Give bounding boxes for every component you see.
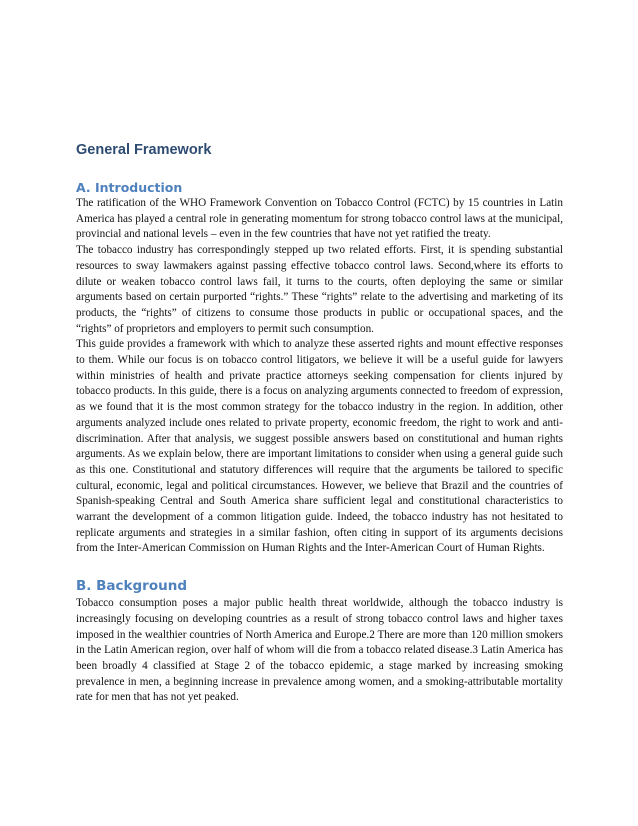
introduction-paragraph-2: The tobacco industry has correspondingly stepped up two related efforts. First, it is spending substantial resources to sway lawmakers against passing effective tobacco control laws. Second,where its efforts to dilute or weaken tobacco control laws fail, it turns to the courts, often deploying the same or similar arguments based on certain purported “rights.” These “rights” relate to the advertising and marketing of its products, the “rights” of citizens to consume those products in public or occupational spaces, and the “rights” of proprietors and employers to permit such consumption. [76, 244, 563, 335]
introduction-paragraph-3: This guide provides a framework with which to analyze these asserted rights and mount effective responses to them. While our focus is on tobacco control litigators, we believe it will be a useful guide for lawyers within ministries of health and private practice attorneys seeking compensation for clients injured by tobacco products. In this guide, there is a focus on analyzing arguments connected to freedom of expression, as we found that it is the most common strategy for the tobacco industry in the region. In addition, other arguments analyzed include ones related to private property, economic freedom, the right to work and anti-discrimination. After that analysis, we suggest possible answers based on constitutional and human rights arguments. As we explain below, there are important limitations to consider when using a general guide such as this one. Constitutional and statutory differences will require that the arguments be tailored to specific cultural, economic, legal and political circumstances. However, we believe that Brazil and the countries of Spanish-speaking Central and South America share sufficient legal and constitutional characteristics to warrant the development of a common litigation guide. Indeed, the tobacco industry has not hesitated to replicate arguments and strategies in a similar fashion, often citing in support of its arguments decisions from the Inter-American Commission on Human Rights and the Inter-American Court of Human Rights. [76, 338, 563, 555]
introduction-paragraph-1: The ratification of the WHO Framework Convention on Tobacco Control (FCTC) by 15 countries in Latin America has played a central role in generating momentum for strong tobacco control laws at the municipal, provincial and national levels – even in the few countries that have not yet ratified the treaty. [76, 197, 563, 241]
page-content [76, 140, 563, 706]
document-title: General Framework [76, 142, 212, 158]
section-heading-introduction: A. Introduction [76, 180, 183, 195]
section-heading-background: B. Background [76, 578, 187, 595]
background-paragraph-1: Tobacco consumption poses a major public health threat worldwide, although the tobacco industry is increasingly focusing on developing countries as a result of strong tobacco control laws and higher taxes imposed in the wealthier countries of North America and Europe.2 There are more than 120 million smokers in the Latin American region, over half of whom will die from a tobacco related disease.3 Latin America has been broadly 4 classified at Stage 2 of the tobacco epidemic, a stage marked by increasing smoking prevalence in men, a beginning increase in prevalence among women, and a smoking-attributable mortality rate for men that has not yet peaked. [76, 597, 563, 704]
